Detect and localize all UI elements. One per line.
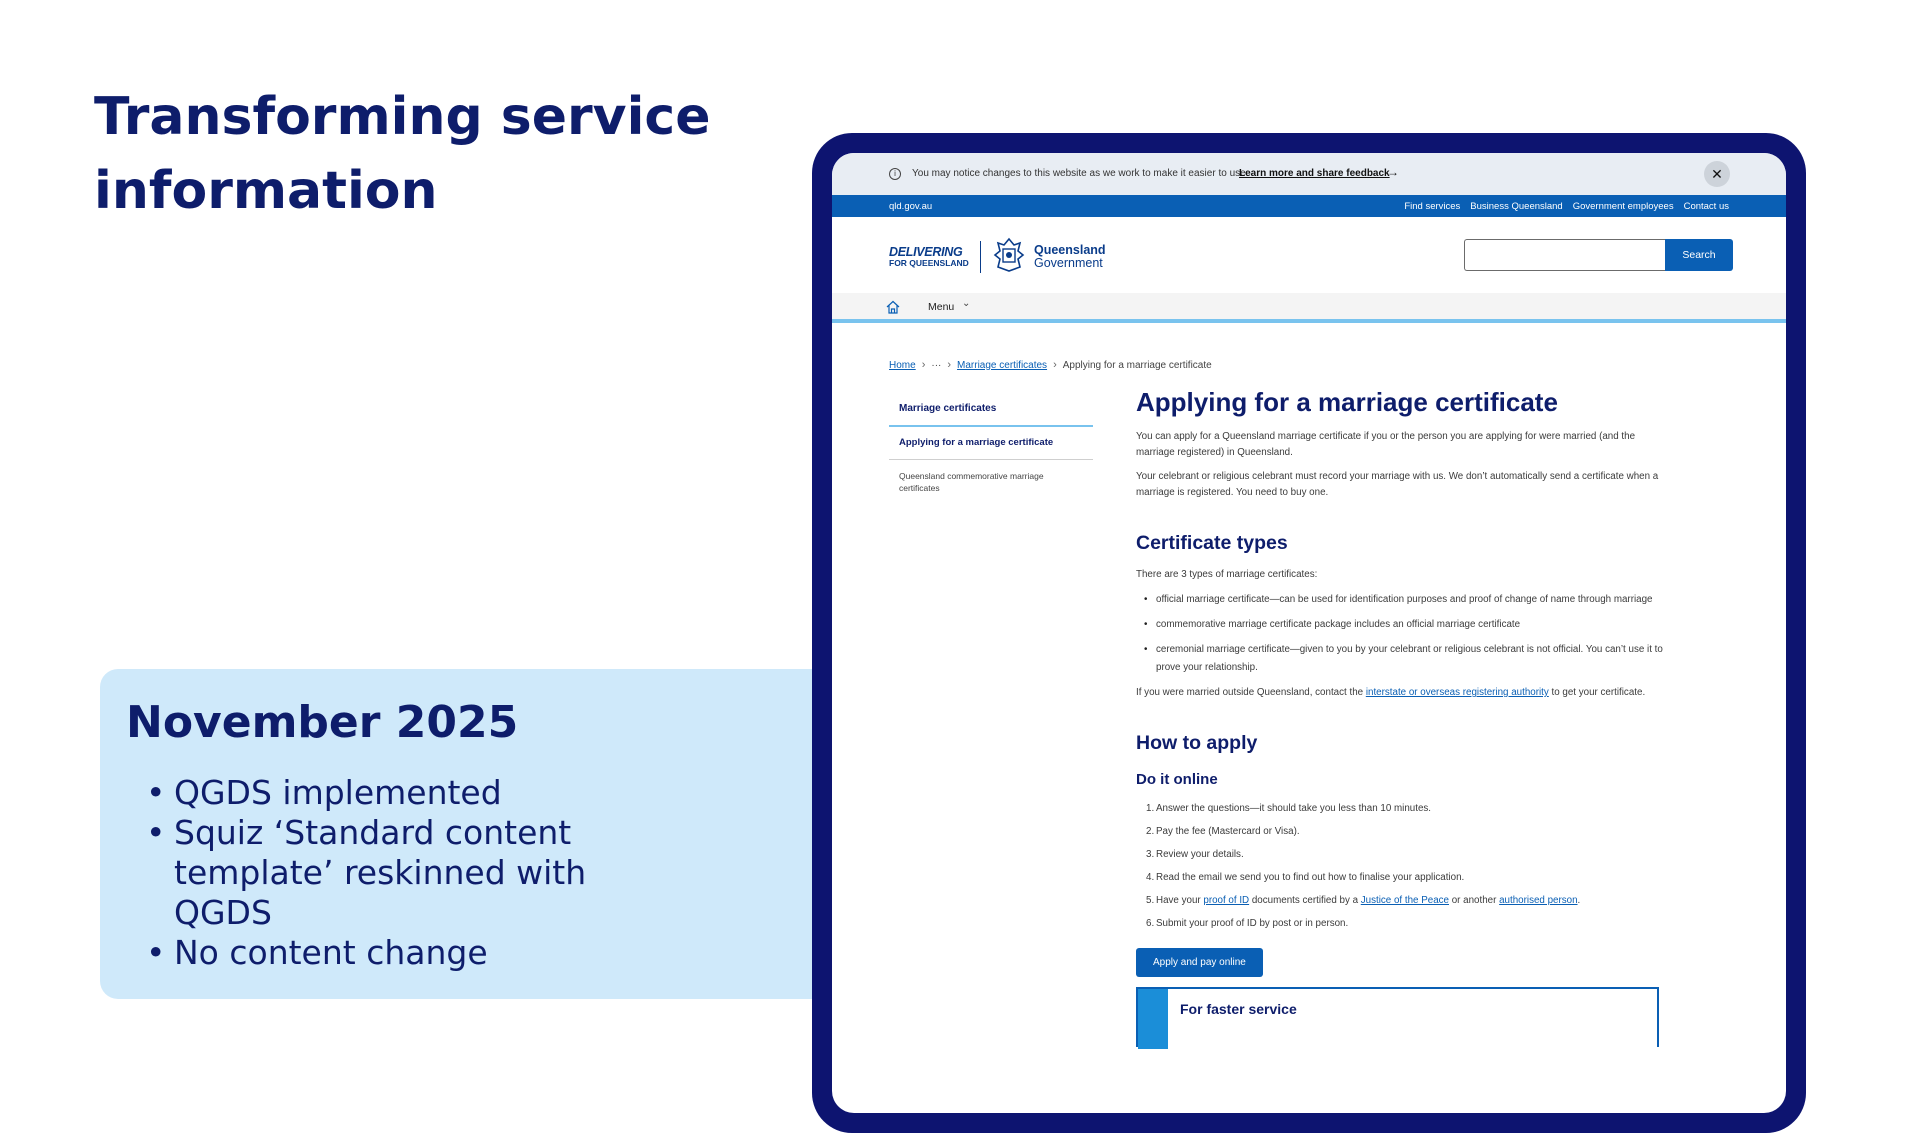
side-navigation [889,393,1093,504]
steps-list [1136,801,1666,932]
menu-button[interactable]: Menu [928,301,955,313]
faster-service-callout [1136,987,1659,1047]
arrow-right-icon: → [1387,165,1399,179]
notice-feedback-link[interactable]: Learn more and share feedback [1239,168,1390,179]
step-text: . [1577,895,1581,906]
logo-queensland-text: Queensland [1034,243,1106,257]
chevron-right-icon: › [921,359,926,371]
search-button[interactable]: Search [1665,239,1733,271]
breadcrumb [889,359,1212,371]
notice-banner [832,153,1786,195]
info-box [100,669,860,999]
list-item: 4. Read the email we send you to find out how to finalise your application. [1146,872,1465,883]
breadcrumb-home[interactable]: Home [889,359,916,371]
utility-links [1404,201,1729,212]
how-to-apply-heading: How to apply [1136,732,1258,754]
chevron-down-icon: ⌄ [962,298,971,309]
list-item: 5. Have your proof of ID documents certified by a Justice of the Peace or another authorised person. [1146,895,1581,906]
delivering-for-queensland-logo[interactable] [889,247,969,269]
certificate-types-list [1136,591,1666,677]
step-text: or another [1449,895,1500,906]
info-icon: i [889,168,901,180]
breadcrumb-ellipsis[interactable]: ··· [931,359,942,371]
queensland-crest-icon [992,237,1026,273]
delivering-logo-subtext: FOR QUEENSLAND [889,258,969,268]
device-screen [832,153,1786,1113]
breadcrumb-marriage-certificates[interactable]: Marriage certificates [957,359,1048,371]
list-item: 6. Submit your proof of ID by post or in person. [1146,918,1349,929]
certificate-types-heading: Certificate types [1136,532,1288,554]
chevron-right-icon: › [947,359,952,371]
utility-link-contact-us[interactable]: Contact us [1683,201,1729,212]
list-item: 1. Answer the questions—it should take you less than 10 minutes. [1146,803,1432,814]
page-title: Applying for a marriage certificate [1136,387,1558,417]
device-frame [812,133,1806,1133]
step-text: Answer the questions—it should take you less than 10 minutes. [1156,803,1432,814]
info-heading: November 2025 [126,697,519,748]
types-intro: There are 3 types of marriage certificates: [1136,569,1318,580]
sidenav-item-commemorative[interactable]: Queensland commemorative marriage certificates [899,471,1044,493]
list-item: 2. Pay the fee (Mastercard or Visa). [1146,826,1300,837]
intro-paragraph: Your celebrant or religious celebrant must record your marriage with us. We don’t automatically send a certificate when a marriage is registered. You need to buy one. [1136,471,1659,498]
intro-paragraph: You can apply for a Queensland marriage certificate if you or the person you are applying for were married (and the marriage registered) in Queensland. [1136,431,1636,458]
info-bullet-list [146,773,626,973]
utility-bar [832,195,1786,217]
info-bullet: • QGDS implemented [146,773,626,813]
utility-link-government-employees[interactable]: Government employees [1572,201,1674,212]
main-content [1136,385,1666,1047]
authorised-person-link[interactable]: authorised person [1499,895,1578,906]
utility-link-find-services[interactable]: Find services [1404,201,1461,212]
notice-text: You may notice changes to this website as we work to make it easier to use. [912,168,1249,179]
list-item: 3. Review your details. [1146,849,1244,860]
breadcrumb-current: Applying for a marriage certificate [1062,359,1212,371]
step-text: Read the email we send you to find out how to finalise your application. [1156,872,1465,883]
step-text: documents certified by a [1249,895,1361,906]
close-icon[interactable]: ✕ [1704,161,1730,187]
queensland-government-logo[interactable] [1034,244,1106,270]
list-item: • commemorative marriage certificate package includes an official marriage certificate [1136,616,1666,634]
proof-of-id-link[interactable]: proof of ID [1203,895,1250,906]
sidenav-item-applying[interactable]: Applying for a marriage certificate [889,427,1093,460]
step-text: Submit your proof of ID by post or in person. [1156,918,1349,929]
callout-accent-bar [1138,989,1168,1049]
list-item: • ceremonial marriage certificate—given to you by your celebrant or religious celebrant is not official. You can’t use it to prove your relationship. [1136,641,1666,677]
utility-link-business-queensland[interactable]: Business Queensland [1470,201,1563,212]
apply-and-pay-online-button[interactable]: Apply and pay online [1136,948,1263,977]
info-bullet: • Squiz ‘Standard content template’ reskinned with QGDS [146,813,626,933]
search-input[interactable] [1464,239,1666,271]
logo-government-text: Government [1034,256,1103,270]
do-it-online-heading: Do it online [1136,771,1218,788]
info-bullet: • No content change [146,933,626,973]
slide-title: Transforming service information [94,87,711,221]
outside-text: to get your certificate. [1548,687,1646,698]
chevron-right-icon: › [1053,359,1057,371]
outside-queensland-paragraph [1136,685,1666,701]
justice-of-the-peace-link[interactable]: Justice of the Peace [1360,895,1449,906]
list-item: • official marriage certificate—can be used for identification purposes and proof of change of name through marriage [1136,591,1666,609]
registering-authority-link[interactable]: interstate or overseas registering authority [1365,687,1549,698]
logo-divider [980,241,981,273]
step-text: Pay the fee (Mastercard or Visa). [1156,826,1300,837]
delivering-logo-text: DELIVERING [889,245,963,259]
site-header [832,217,1786,293]
step-text: Have your [1156,895,1204,906]
sidenav-item-marriage-certificates[interactable]: Marriage certificates [889,393,1093,427]
home-icon[interactable] [885,299,901,315]
step-text: Review your details. [1156,849,1244,860]
menu-bar [832,293,1786,323]
outside-text: If you were married outside Queensland, contact the [1136,687,1366,698]
callout-title: For faster service [1180,1001,1297,1017]
site-link[interactable]: qld.gov.au [889,201,933,212]
